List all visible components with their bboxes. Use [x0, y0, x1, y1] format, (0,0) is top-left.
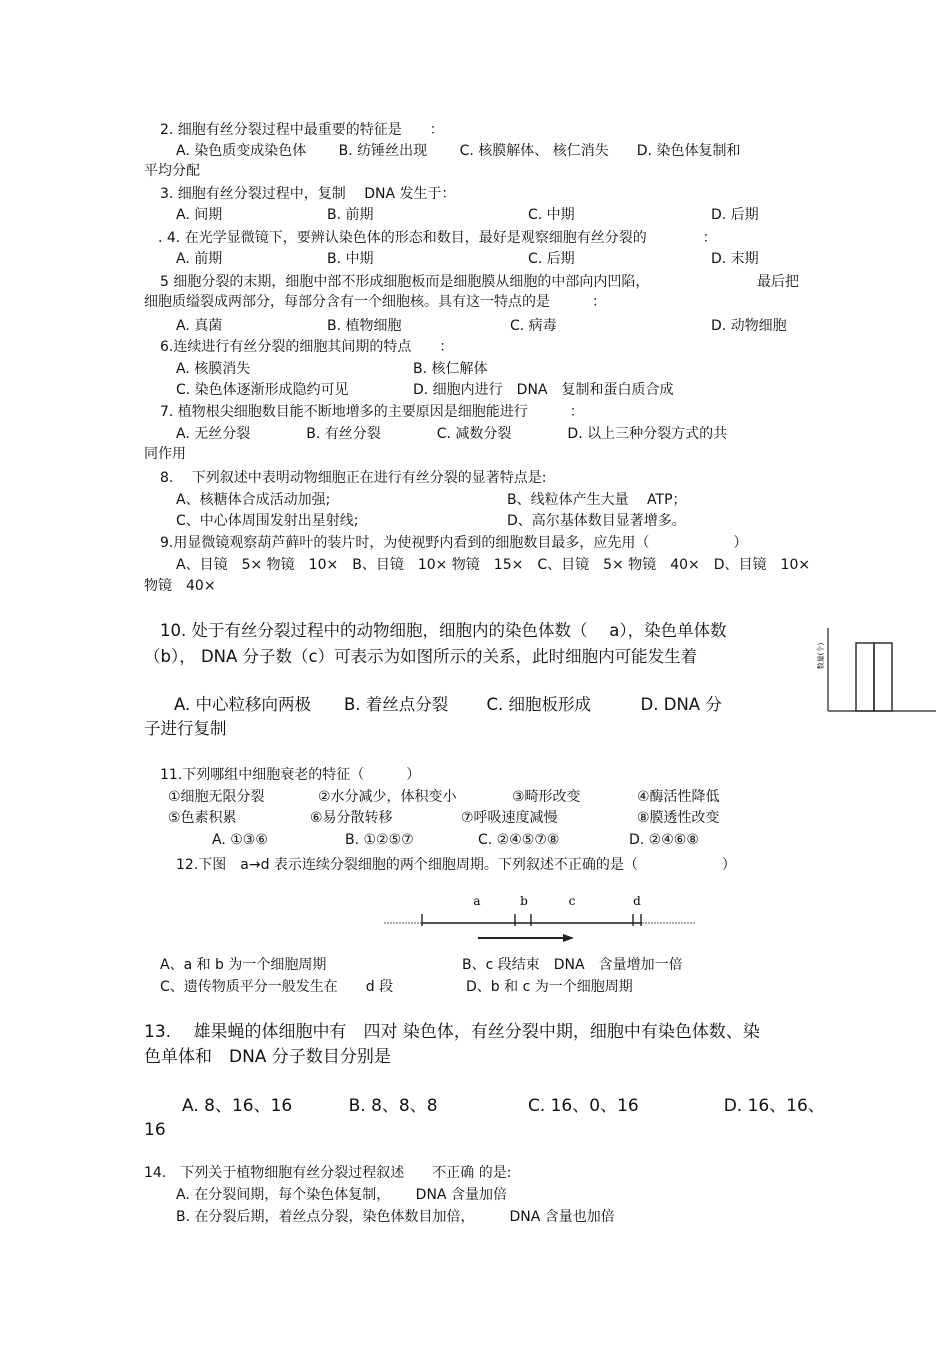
q6-option-a: A. 核膜消失 [176, 361, 251, 377]
q12-option-a: A、a 和 b 为一个细胞周期 [160, 957, 327, 973]
segment-label-b: b [520, 894, 528, 908]
q3-option-d: D. 后期 [711, 207, 759, 223]
cell-cycle-diagram [380, 888, 700, 952]
q11-item-1: ①细胞无限分裂 [168, 789, 265, 805]
q10-options-tail: 子进行复制 [144, 719, 227, 738]
q6-option-c: C. 染色体逐渐形成隐约可见 [176, 382, 349, 398]
segment-label-a: a [473, 894, 481, 908]
q6-option-d: D. 细胞内进行 DNA 复制和蛋白质合成 [413, 382, 674, 398]
q8-option-a: A、核糖体合成活动加强; [176, 492, 331, 508]
q9-options: A、目镜 5× 物镜 10× B、目镜 10× 物镜 15× C、目镜 5× 物镜 40× D、目镜 10× [176, 557, 811, 573]
q12-stem: 12.下图 a→d 表示连续分裂细胞的两个细胞周期。下列叙述不正确的是（ ） [176, 857, 736, 873]
q2-options: A. 染色质变成染色体 B. 纺锤丝出现 C. 核膜解体、 核仁消失 D. 染色体复制和 [176, 143, 741, 159]
q11-item-6: ⑥易分散转移 [310, 810, 393, 826]
q4-option-d: D. 末期 [711, 251, 759, 267]
q11-option-a: A. ①③⑥ [212, 832, 268, 848]
q11-item-7: ⑦呼吸速度减慢 [461, 810, 558, 826]
q13-stem-line2: 色单体和 DNA 分子数目分别是 [144, 1047, 391, 1067]
q12-option-d: D、b 和 c 为一个细胞周期 [466, 979, 633, 995]
q4-option-a: A. 前期 [176, 251, 223, 267]
q11-option-b: B. ①②⑤⑦ [345, 832, 414, 848]
q14-option-a: A. 在分裂间期，每个染色体复制， DNA 含量加倍 [176, 1187, 507, 1203]
segment-label-c: c [568, 894, 576, 908]
q13-options-tail: 16 [144, 1120, 166, 1140]
q4-stem: . 4. 在光学显微镜下，要辨认染色体的形态和数目，最好是观察细胞有丝分裂的 ： [158, 230, 717, 246]
q8-stem: 8. 下列叙述中表明动物细胞正在进行有丝分裂的显著特点是: [160, 470, 547, 486]
q7-options-tail: 同作用 [144, 446, 186, 462]
q3-stem: 3. 细胞有丝分裂过程中，复制 DNA 发生于： [160, 186, 456, 202]
bar-b [856, 643, 874, 711]
q5-option-d: D. 动物细胞 [711, 318, 787, 334]
q2-stem: 2. 细胞有丝分裂过程中最重要的特征是 ： [160, 122, 444, 138]
q11-item-3: ③畸形改变 [512, 789, 581, 805]
q11-item-2: ②水分减少，体积变小 [318, 789, 457, 805]
q5-option-a: A. 真菌 [176, 318, 223, 334]
q14-option-b: B. 在分裂后期，着丝点分裂，染色体数目加倍， DNA 含量也加倍 [176, 1209, 615, 1225]
q11-item-8: ⑧膜透性改变 [637, 810, 720, 826]
bar-c [874, 643, 892, 711]
q5-stem-line1-end: 最后把 [757, 274, 799, 290]
q11-option-c: C. ②④⑤⑦⑧ [478, 832, 560, 848]
segment-label-d: d [633, 894, 641, 908]
q2-options-tail: 平均分配 [144, 163, 200, 179]
q5-stem-line2: 细胞质缢裂成两部分，每部分含有一个细胞核。具有这一特点的是 ： [144, 294, 606, 310]
q13-stem-line1: 13. 雄果蝇的体细胞中有 四对 染色体，有丝分裂中期，细胞中有染色体数、染 [144, 1022, 760, 1042]
q9-stem: 9.用显微镜观察葫芦藓叶的装片时，为使视野内看到的细胞数目最多，应先用（ ） [160, 535, 748, 551]
q6-option-b: B. 核仁解体 [413, 361, 488, 377]
q10-stem-line2: （b）， DNA 分子数（c）可表示为如图所示的关系，此时细胞内可能发生着 [144, 647, 698, 666]
q3-option-b: B. 前期 [327, 207, 374, 223]
chart-y-label: 数量(个) [817, 642, 825, 670]
q7-stem: 7. 植物根尖细胞数目能不断地增多的主要原因是细胞能进行 ： [160, 404, 584, 420]
q8-option-d: D、高尔基体数目显著增多。 [507, 513, 686, 529]
q10-bar-chart [812, 620, 940, 720]
direction-arrow-head [563, 934, 574, 942]
q3-option-a: A. 间期 [176, 207, 223, 223]
q11-item-5: ⑤色素积累 [168, 810, 237, 826]
q3-option-c: C. 中期 [528, 207, 575, 223]
q7-options: A. 无丝分裂 B. 有丝分裂 C. 减数分裂 D. 以上三种分裂方式的共 [176, 426, 728, 442]
q12-option-b: B、c 段结束 DNA 含量增加一倍 [462, 957, 683, 973]
q6-stem: 6.连续进行有丝分裂的细胞其间期的特点 ： [160, 339, 454, 355]
q11-option-d: D. ②④⑥⑧ [629, 832, 699, 848]
q5-option-c: C. 病毒 [510, 318, 557, 334]
q4-option-b: B. 中期 [327, 251, 374, 267]
q8-option-b: B、线粒体产生大量 ATP； [507, 492, 687, 508]
q9-options-tail: 物镜 40× [144, 578, 216, 594]
q10-stem-line1: 10. 处于有丝分裂过程中的动物细胞，细胞内的染色体数（ a），染色单体数 [160, 621, 727, 640]
q13-options: A. 8、16、16 B. 8、8、8 C. 16、0、16 D. 16、16、 [182, 1096, 825, 1116]
q11-stem: 11.下列哪组中细胞衰老的特征（ ） [160, 767, 421, 783]
q5-stem-line1: 5 细胞分裂的末期，细胞中部不形成细胞板而是细胞膜从细胞的中部向内凹陷， [160, 274, 650, 290]
q4-option-c: C. 后期 [528, 251, 575, 267]
q12-option-c: C、遗传物质平分一般发生在 d 段 [160, 979, 394, 995]
q5-option-b: B. 植物细胞 [327, 318, 402, 334]
q14-stem: 14. 下列关于植物细胞有丝分裂过程叙述 不正确 的是: [144, 1165, 512, 1181]
q8-option-c: C、中心体周围发射出星射线; [176, 513, 359, 529]
q11-item-4: ④酶活性降低 [637, 789, 720, 805]
q10-options: A. 中心粒移向两极 B. 着丝点分裂 C. 细胞板形成 D. DNA 分 [174, 695, 722, 714]
